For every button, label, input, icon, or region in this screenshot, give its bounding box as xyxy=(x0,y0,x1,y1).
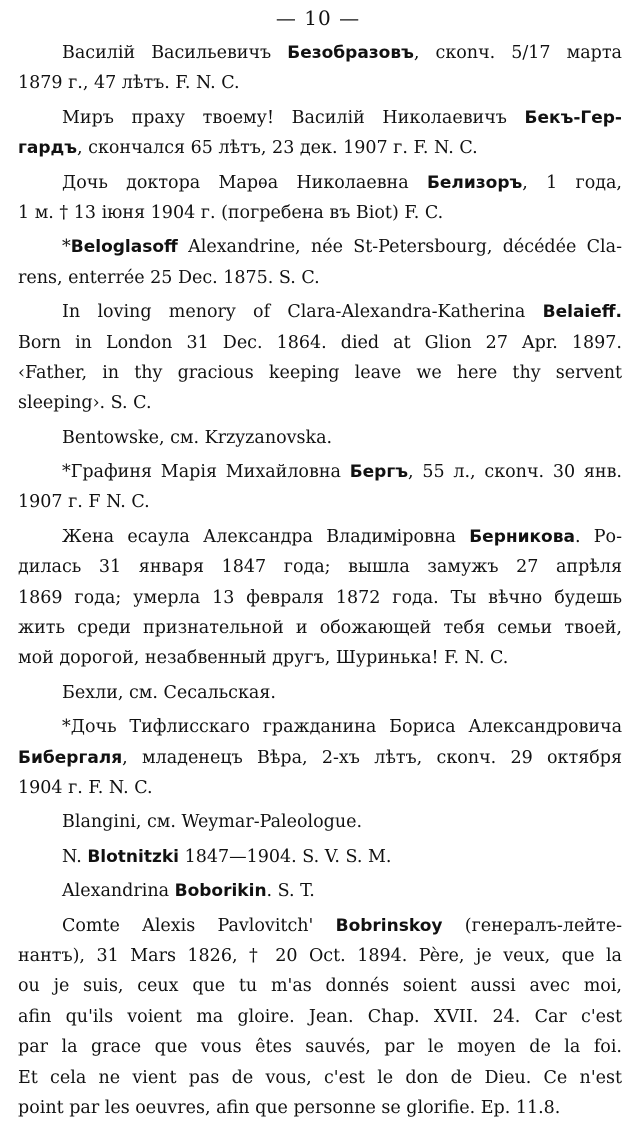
surname: Boborikin xyxy=(174,881,267,902)
entry xyxy=(18,457,622,518)
entry xyxy=(18,38,622,99)
line-text: *Дочь Тифлисскаго гражданина Бориса Александровича xyxy=(62,717,622,738)
line-text: , скончался 65 лѣтъ, 23 дек. 1907 г. F. N. C. xyxy=(77,138,478,159)
entry xyxy=(18,297,622,419)
text-line xyxy=(18,807,622,837)
text-line xyxy=(18,38,622,68)
text-line xyxy=(18,328,622,358)
line-text: 1879 г., 47 лѣтъ. F. N. C. xyxy=(18,73,240,94)
entry xyxy=(18,103,622,164)
line-text: Дочь доктора Марѳа Николаевна xyxy=(62,172,427,193)
text-line xyxy=(18,263,622,293)
text-line xyxy=(18,941,622,971)
line-text: жить среди признательной и обожающей тебя семьи твоей, xyxy=(18,618,622,639)
text-line xyxy=(18,743,622,773)
line-text: 1907 г. F N. C. xyxy=(18,492,150,513)
text-line xyxy=(18,971,622,1001)
line-text: par la grace que vous êtes sauvés, par le moyen de la foi. xyxy=(18,1037,622,1058)
text-line xyxy=(18,773,622,803)
entry xyxy=(18,232,622,293)
line-text: ‹Father, in thy gracious keeping leave we here thy servent xyxy=(18,362,622,383)
text-line xyxy=(18,68,622,98)
text-line xyxy=(18,388,622,418)
line-text: Bentowske, см. Krzyzanovska. xyxy=(62,427,333,448)
line-text: Alexandrine, née St-Petersbourg, décédée Cla- xyxy=(177,237,622,258)
text-line xyxy=(18,103,622,133)
line-text: , скonч. 5/17 марта xyxy=(413,43,622,63)
line-text: point par les oeuvres, afin que personne se glorifie. Ep. 11.8. xyxy=(18,1097,561,1118)
line-text: дилась 31 января 1847 года; вышла замужъ 27 апрѣля xyxy=(18,557,622,578)
surname: Бибергаля xyxy=(18,747,123,768)
text-line xyxy=(18,911,622,941)
entry xyxy=(18,168,622,229)
surname: Bobrinskoy xyxy=(335,915,443,936)
line-text: Comte Alexis Pavlovitch' xyxy=(62,915,336,936)
entry xyxy=(18,842,622,872)
line-text: Born in London 31 Dec. 1864. died at Glion 27 Apr. 1897. xyxy=(18,332,622,353)
text-line xyxy=(18,1063,622,1093)
surname: гардъ xyxy=(18,138,78,159)
text-line xyxy=(18,457,622,487)
line-text: In loving menory of Clara-Alexandra-Katherina xyxy=(62,302,543,323)
line-text: N. xyxy=(62,846,88,867)
line-text: . Ро- xyxy=(574,526,622,547)
line-text: * xyxy=(62,237,71,258)
entry xyxy=(18,807,622,837)
line-text: , 55 л., скonч. 30 янв. xyxy=(408,462,622,483)
line-text: *Графиня Марія Михайловна xyxy=(62,462,350,483)
line-text: 1904 г. F. N. C. xyxy=(18,777,153,798)
line-text: sleeping›. S. C. xyxy=(18,393,152,414)
text-line xyxy=(18,297,622,327)
text-line xyxy=(18,613,622,643)
line-text: Василій Васильевичъ xyxy=(62,43,288,63)
entry xyxy=(18,712,622,803)
line-text: мой дорогой, незабвенный другъ, Шуринька! F. N. C. xyxy=(18,648,509,669)
entry-list xyxy=(18,38,622,1127)
text-line xyxy=(18,1093,622,1123)
text-line xyxy=(18,168,622,198)
line-text: Et cela ne vient pas de vous, c'est le don de Dieu. Ce n'est xyxy=(18,1067,622,1088)
line-text: 1847—1904. S. V. S. M. xyxy=(179,846,392,867)
text-line xyxy=(18,232,622,262)
surname: Безобразовъ xyxy=(287,43,414,63)
line-text: нантъ), 31 Mars 1826, † 20 Oct. 1894. Père, je veux, que la xyxy=(18,945,622,966)
text-line xyxy=(18,358,622,388)
text-line xyxy=(18,842,622,872)
text-line xyxy=(18,643,622,673)
entry xyxy=(18,876,622,906)
text-line xyxy=(18,712,622,742)
line-text: . S. T. xyxy=(266,881,315,902)
surname: Beloglasoff xyxy=(70,237,178,258)
line-text: Миръ праху твоему! Василій Николаевичъ xyxy=(62,107,525,128)
surname: Бергъ xyxy=(349,462,409,483)
text-line xyxy=(18,522,622,552)
entry xyxy=(18,423,622,453)
entry xyxy=(18,522,622,674)
surname: Бекъ-Гер- xyxy=(524,107,622,128)
entry xyxy=(18,678,622,708)
text-line xyxy=(18,678,622,708)
entry xyxy=(18,911,622,1124)
text-line xyxy=(18,198,622,228)
text-line xyxy=(18,1032,622,1062)
line-text: Жена есаула Александра Владиміровна xyxy=(62,526,470,547)
line-text: Alexandrina xyxy=(62,881,175,902)
line-text: Blangini, см. Weymar-Paleologue. xyxy=(62,812,363,833)
page-number: — 10 — xyxy=(275,6,361,30)
surname: Белизоръ xyxy=(426,172,523,193)
line-text: , младенецъ Вѣра, 2-хъ лѣтъ, скonч. 29 октября xyxy=(122,747,622,768)
line-text: , 1 года, xyxy=(522,172,622,193)
text-line xyxy=(18,583,622,613)
surname: Belaieff. xyxy=(542,302,622,323)
surname: Берникова xyxy=(469,526,575,547)
text-line xyxy=(18,133,622,163)
surname: Blotnitzki xyxy=(87,846,180,867)
line-text: 1 м. † 13 іюня 1904 г. (погребена въ Biot) F. C. xyxy=(18,202,444,223)
line-text: Бехли, см. Сесальская. xyxy=(62,682,276,703)
text-line xyxy=(18,487,622,517)
line-text: (генералъ-лейте- xyxy=(442,915,622,936)
line-text: ou je suis, ceux que tu m'as donnés soient aussi avec moi, xyxy=(18,976,622,997)
text-line xyxy=(18,876,622,906)
line-text: 1869 года; умерла 13 февраля 1872 года. Ты вѣчно будешь xyxy=(18,587,622,608)
line-text: afin qu'ils voient ma gloire. Jean. Chap. XVII. 24. Car c'est xyxy=(18,1006,622,1027)
text-line xyxy=(18,423,622,453)
text-line xyxy=(18,552,622,582)
line-text: rens, enterrée 25 Dec. 1875. S. C. xyxy=(18,267,320,288)
